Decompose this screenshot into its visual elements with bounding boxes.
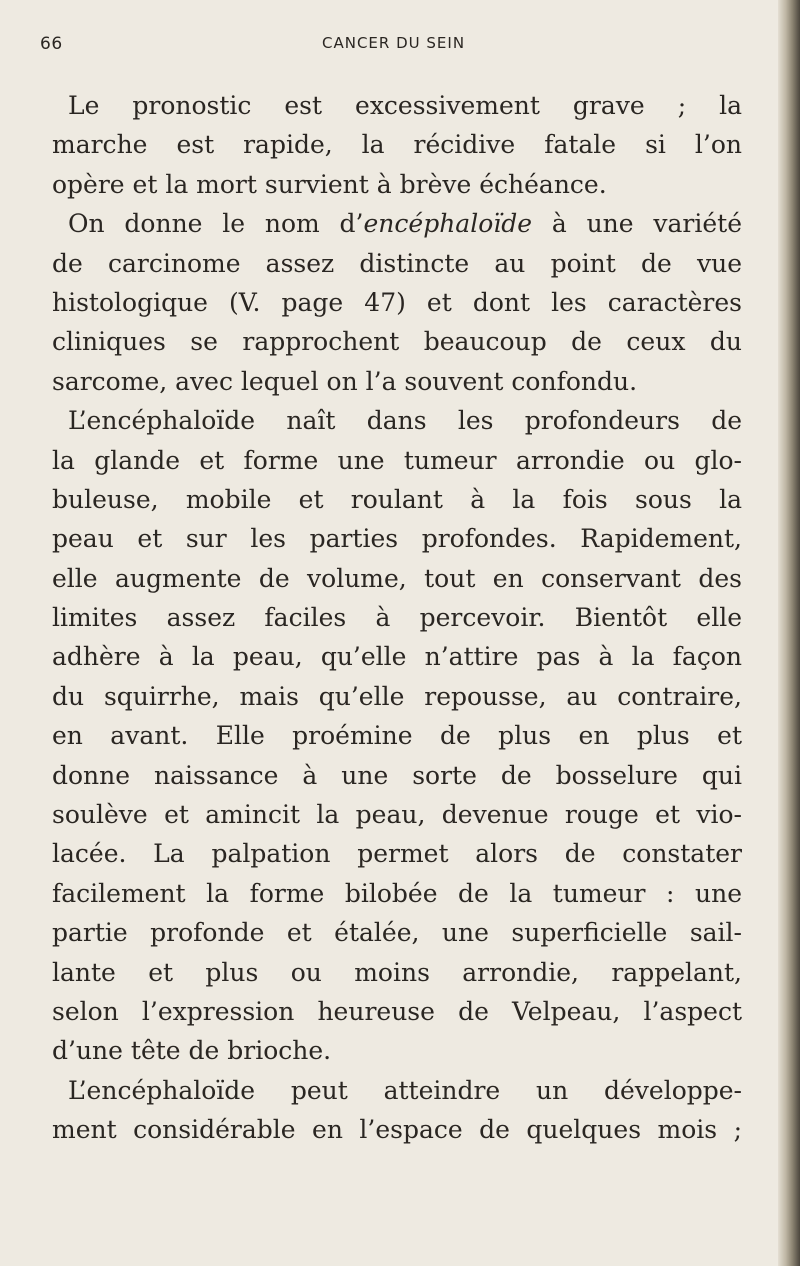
text-line: selon l’expression heureuse de Velpeau, l’aspect	[52, 996, 742, 1026]
page-binding-edge	[778, 0, 800, 1266]
running-head	[40, 34, 740, 58]
italic-term: encéphaloïde	[363, 209, 533, 239]
text-line: histologique (V. page 47) et dont les caractères	[52, 287, 742, 317]
text-line: en avant. Elle proémine de plus en plus et	[52, 721, 742, 751]
text-line: partie profonde et étalée, une superficielle sail-	[52, 918, 742, 948]
text-line-with-italic	[52, 204, 742, 243]
text-line: la glande et forme une tumeur arrondie ou glo-	[52, 445, 742, 475]
body-text	[52, 86, 742, 1150]
text-line: opère et la mort survient à brève échéance.	[52, 169, 607, 199]
text-line: d’une tête de brioche.	[52, 1036, 332, 1066]
text-line: lacée. La palpation permet alors de constater	[52, 839, 742, 869]
text-line: cliniques se rapprochent beaucoup de ceux du	[52, 327, 742, 357]
text-line: marche est rapide, la récidive fatale si l’on	[52, 130, 742, 160]
text-line: elle augmente de volume, tout en conservant des	[52, 563, 742, 593]
text-line: L’encéphaloïde naît dans les profondeurs de	[68, 406, 742, 436]
text-line: soulève et amincit la peau, devenue rouge et vio-	[52, 800, 742, 830]
page-number: 66	[40, 34, 63, 54]
text-line: Le pronostic est excessivement grave ; la	[68, 91, 742, 120]
text-line: adhère à la peau, qu’elle n’attire pas à la façon	[52, 642, 742, 672]
text-segment: à une variété	[532, 209, 742, 239]
text-line: lante et plus ou moins arrondie, rappelant,	[52, 957, 742, 987]
text-line: de carcinome assez distincte au point de vue	[52, 248, 742, 278]
text-line: du squirrhe, mais qu’elle repousse, au contraire,	[52, 681, 742, 711]
text-line: donne naissance à une sorte de bosselure qui	[52, 760, 742, 790]
text-line: peau et sur les parties profondes. Rapidement,	[52, 524, 742, 554]
text-line: limites assez faciles à percevoir. Bientôt elle	[52, 603, 742, 633]
text-line: buleuse, mobile et roulant à la fois sous la	[52, 484, 742, 514]
text-line: facilement la forme bilobée de la tumeur : une	[52, 878, 742, 908]
text-line: ment considérable en l’espace de quelques mois ;	[52, 1115, 742, 1145]
text-segment: On donne le nom d’	[68, 209, 364, 239]
running-title: CANCER DU SEIN	[322, 34, 466, 52]
text-line: sarcome, avec lequel on l’a souvent confondu.	[52, 366, 638, 396]
text-line: L’encéphaloïde peut atteindre un développe-	[68, 1075, 742, 1105]
